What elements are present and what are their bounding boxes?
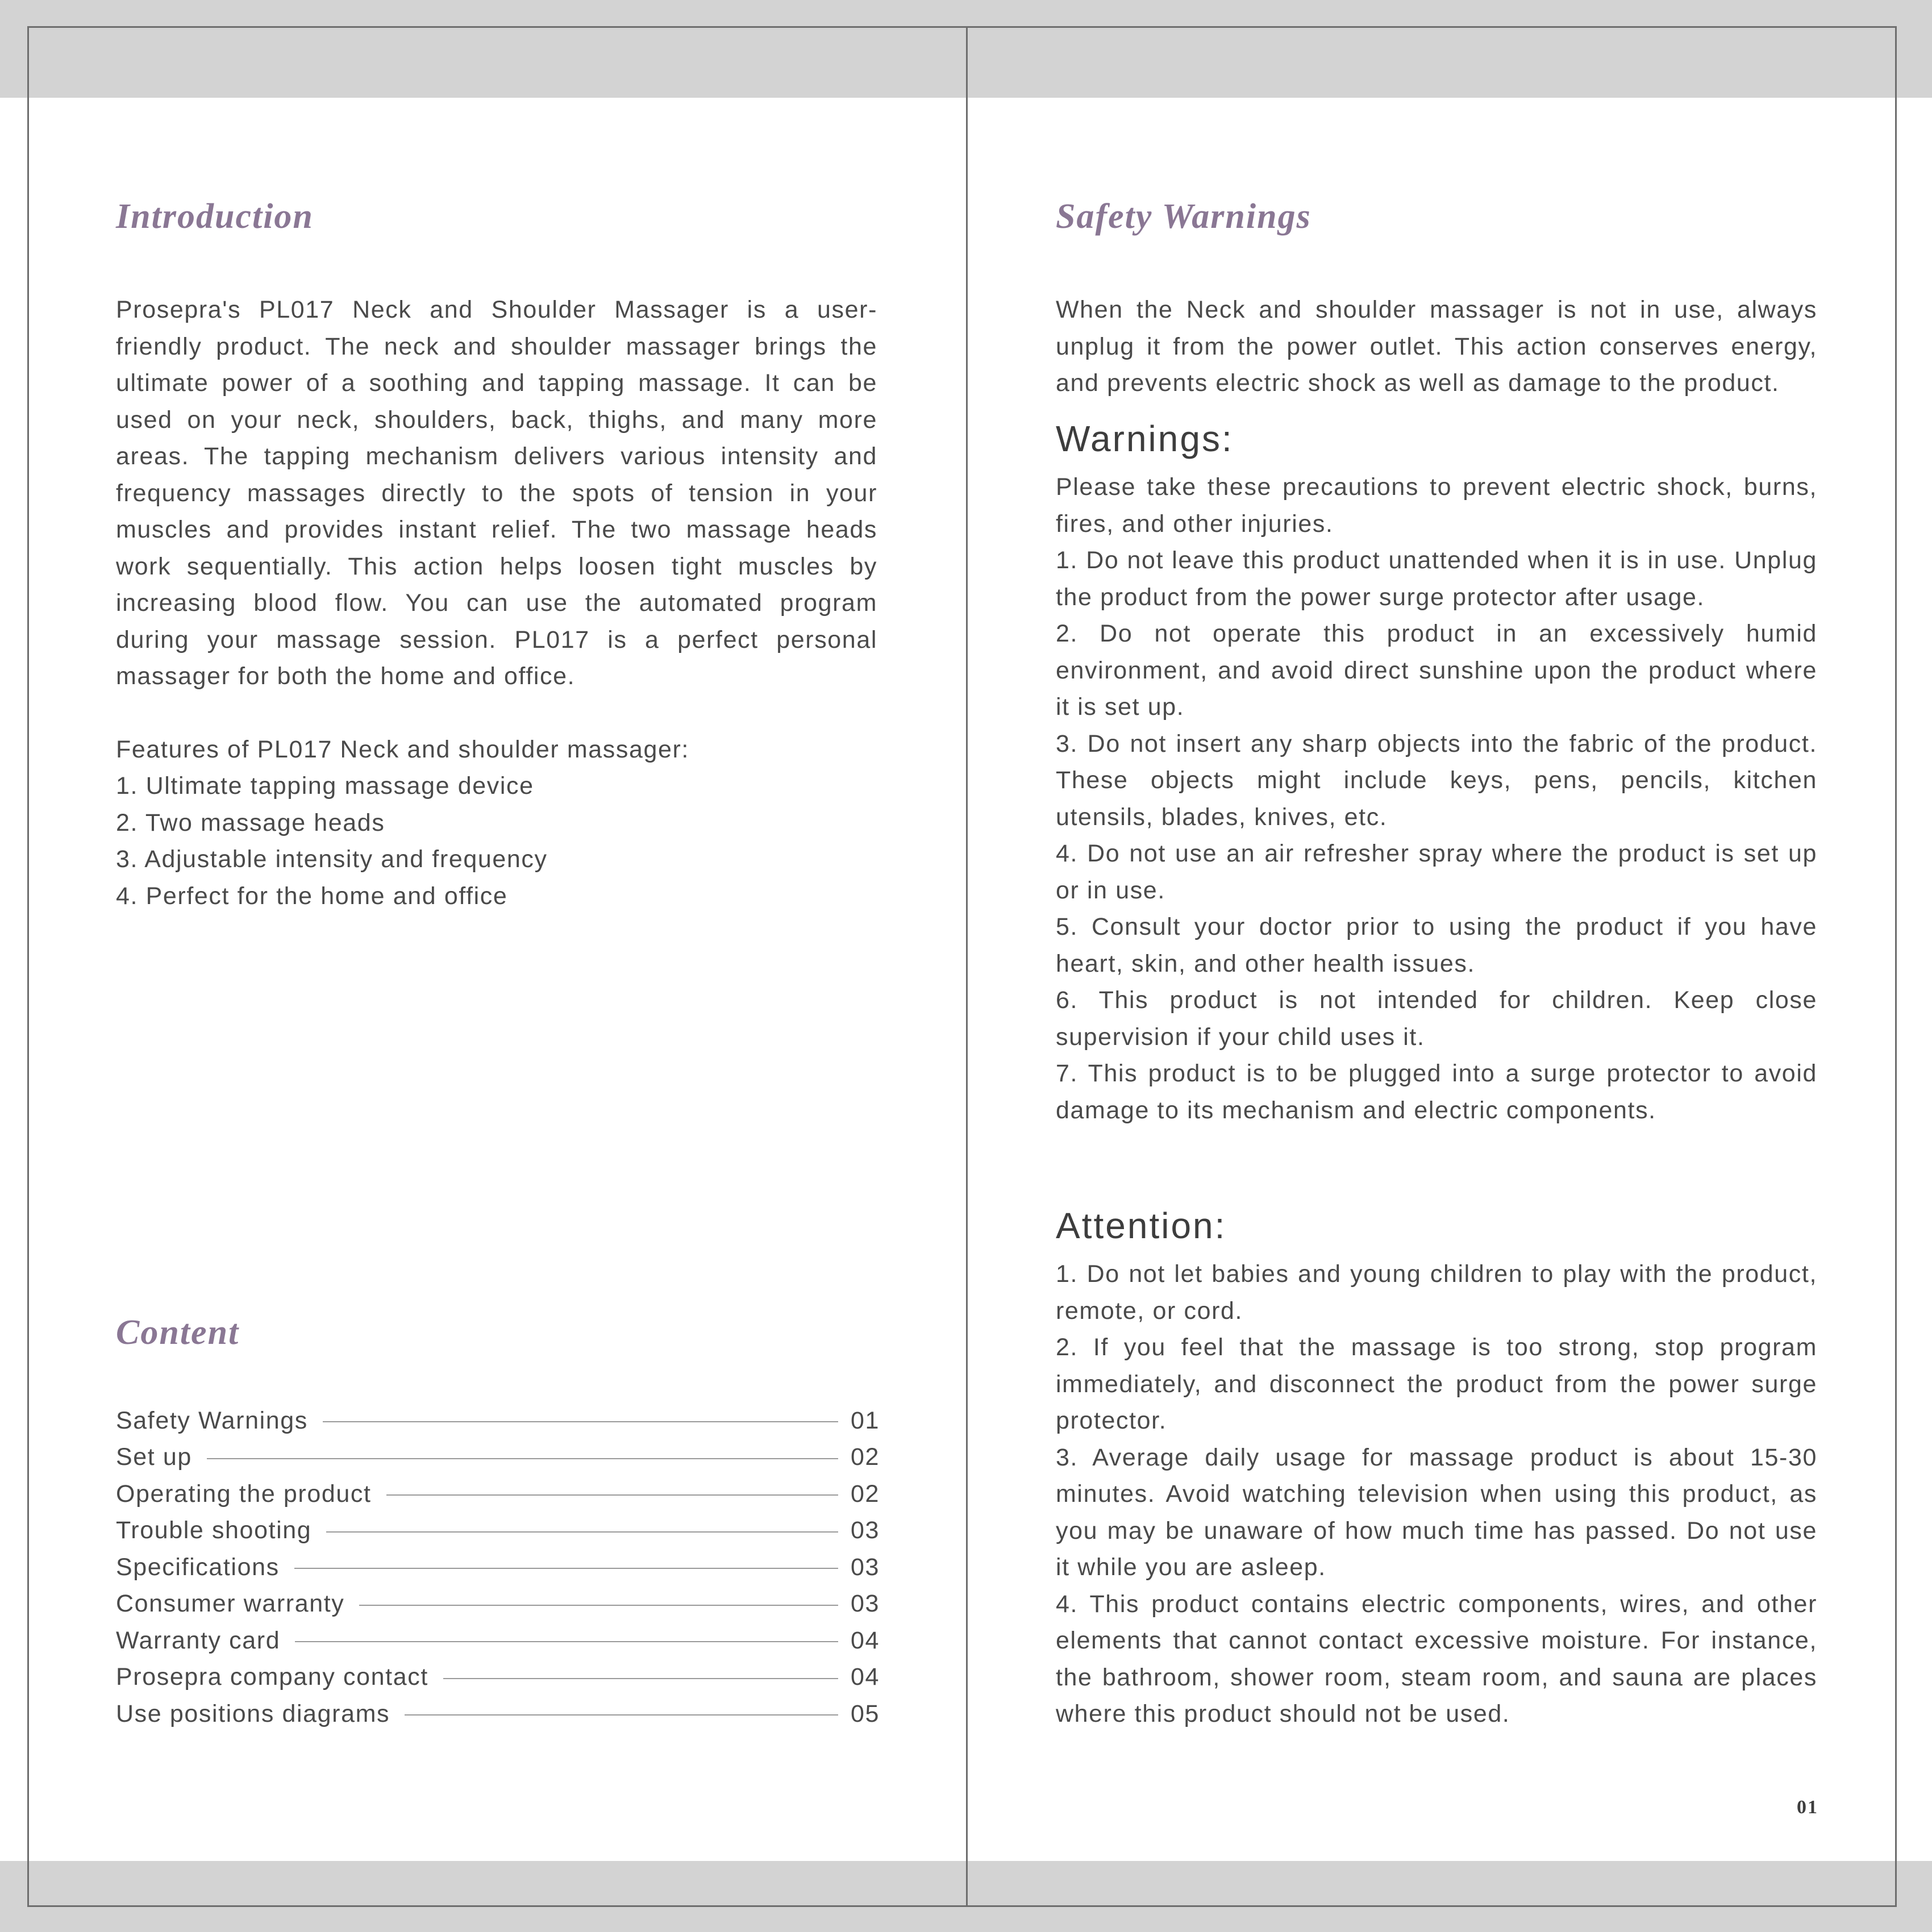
feature-item: 3. Adjustable intensity and frequency [116,846,548,873]
toc-entry-label: Trouble shooting [116,1517,312,1544]
safety-paragraph: When the Neck and shoulder massager is not in use, always unplug it from the power outlet. This action conserves energy, and prevents electric shock as well as damage to the product. [1056,296,1817,397]
introduction-paragraph: Prosepra's PL017 Neck and Shoulder Massager is a user-friendly product. The neck and shoulder massager brings the ultimate power of a soothing and tapping massage. It can be used on your neck, shoulders, back, thighs, and many more areas. The tapping mechanism delivers various intensity and frequency massages directly to the spots of tension in your muscles and provides instant relief. The two massage heads work sequentially. This action helps loosen tight muscles by increasing blood flow. You can use the automated program during your massage session. PL017 is a perfect personal massager for both the home and office. [116,296,877,690]
toc-entry-page: 05 [850,1700,880,1727]
toc-entry-page: 02 [850,1480,880,1508]
warning-item: 1. Do not leave this product unattended when it is in use. Unplug the product from the power surge protector after usage. [1056,547,1817,611]
toc-entry-page: 04 [850,1626,880,1654]
toc-entry-label: Use positions diagrams [116,1700,390,1727]
toc-entry-prosepra-company-contact[interactable] [116,1659,880,1696]
page-number: 01 [1797,1797,1818,1818]
feature-item: 1. Ultimate tapping massage device [116,772,534,800]
toc-entry-page: 02 [850,1443,880,1471]
paragraph-gap [116,695,877,731]
toc-entry-page: 03 [850,1553,880,1581]
toc-entry-consumer-warranty[interactable] [116,1586,880,1623]
feature-item: 2. Two massage heads [116,809,385,836]
toc-entry-page: 03 [850,1590,880,1618]
toc-leader-line [295,1641,838,1642]
table-of-contents [116,1402,880,1733]
warnings-intro: Please take these precautions to prevent electric shock, burns, fires, and other injuries. [1056,473,1817,538]
warnings-list [1056,469,1817,1129]
toc-leader-line [443,1678,838,1679]
page-spine-divider [966,26,968,1907]
warning-item: 4. Do not use an air refresher spray where the product is set up or in use. [1056,840,1817,904]
introduction-heading: Introduction [116,197,314,236]
toc-entry-operating-the-product[interactable] [116,1476,880,1513]
toc-entry-trouble-shooting[interactable] [116,1513,880,1550]
toc-leader-line [294,1568,838,1569]
toc-entry-label: Operating the product [116,1480,372,1508]
toc-entry-page: 01 [850,1406,880,1434]
toc-entry-page: 03 [850,1517,880,1544]
safety-warnings-heading: Safety Warnings [1056,197,1311,236]
toc-leader-line [207,1458,838,1459]
toc-entry-warranty-card[interactable] [116,1622,880,1659]
toc-entry-label: Specifications [116,1553,280,1581]
toc-leader-line [405,1714,838,1716]
content-heading: Content [116,1313,240,1352]
safety-intro [1056,292,1817,402]
toc-entry-set-up[interactable] [116,1439,880,1476]
toc-entry-label: Safety Warnings [116,1406,308,1434]
toc-entry-use-positions-diagrams[interactable] [116,1696,880,1733]
warning-item: 6. This product is not intended for children. Keep close supervision if your child uses it. [1056,986,1817,1051]
features-title: Features of PL017 Neck and shoulder massager: [116,735,689,763]
warning-item: 7. This product is to be plugged into a surge protector to avoid damage to its mechanism and electric components. [1056,1060,1817,1124]
toc-entry-page: 04 [850,1663,880,1691]
attention-item: 3. Average daily usage for massage product is about 15-30 minutes. Avoid watching television when using this product, as you may be unaware of how much time has passed. Do not use it while you are asleep. [1056,1443,1817,1581]
warning-item: 2. Do not operate this product in an excessively humid environment, and avoid direct sunshine upon the product where it is set up. [1056,620,1817,721]
toc-entry-label: Consumer warranty [116,1590,345,1618]
toc-entry-label: Set up [116,1443,192,1471]
toc-leader-line [386,1494,838,1496]
attention-item: 4. This product contains electric components, wires, and other elements that cannot contact excessive moisture. For instance, the bathroom, shower room, steam room, and sauna are places where this product should not be used. [1056,1590,1817,1727]
introduction-body [116,292,877,914]
attention-item: 2. If you feel that the massage is too strong, stop program immediately, and disconnect the product from the power surge protector. [1056,1334,1817,1434]
toc-leader-line [326,1531,838,1533]
attention-title: Attention: [1056,1205,1227,1246]
toc-entry-label: Warranty card [116,1626,281,1654]
feature-item: 4. Perfect for the home and office [116,882,508,910]
warnings-title: Warnings: [1056,418,1234,459]
toc-entry-label: Prosepra company contact [116,1663,428,1691]
toc-leader-line [359,1605,838,1606]
toc-entry-safety-warnings[interactable] [116,1402,880,1439]
warning-item: 3. Do not insert any sharp objects into the fabric of the product. These objects might include keys, pens, pencils, kitchen utensils, blades, knives, etc. [1056,730,1817,831]
warning-item: 5. Consult your doctor prior to using the product if you have heart, skin, and other health issues. [1056,913,1817,977]
toc-leader-line [323,1421,838,1422]
toc-entry-specifications[interactable] [116,1549,880,1586]
attention-list [1056,1256,1817,1733]
attention-item: 1. Do not let babies and young children to play with the product, remote, or cord. [1056,1260,1817,1325]
